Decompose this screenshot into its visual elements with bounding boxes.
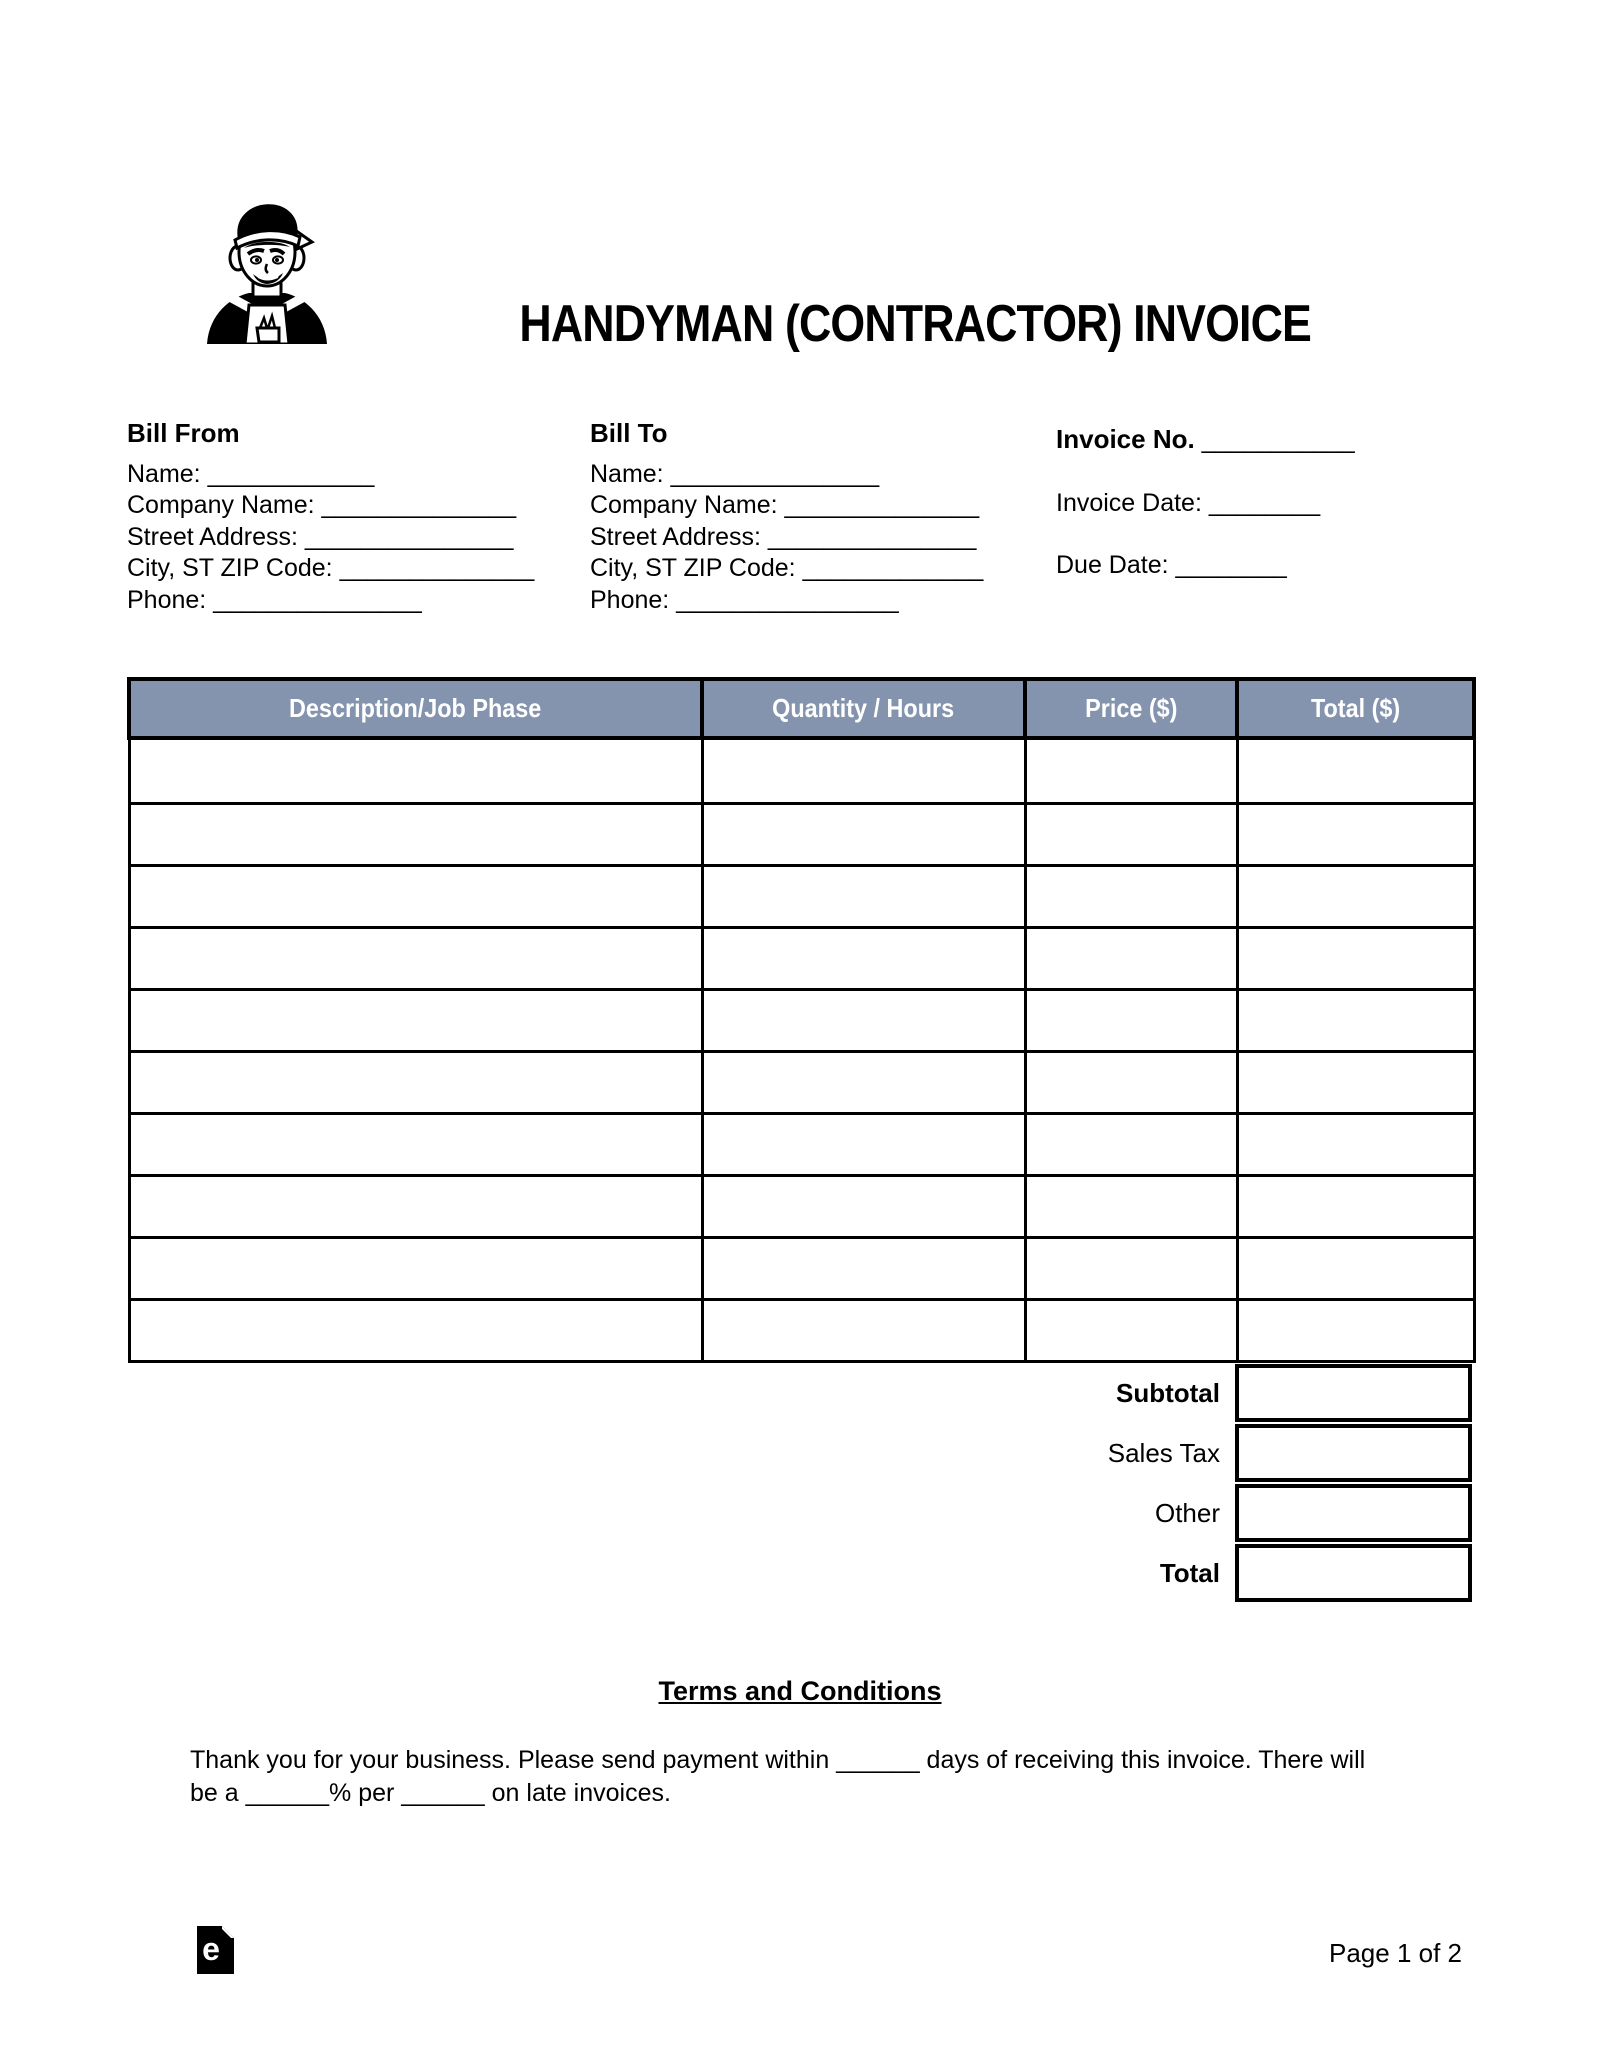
price-cell[interactable] — [1025, 866, 1237, 928]
table-row — [129, 1114, 1474, 1176]
price-cell[interactable] — [1025, 1238, 1237, 1300]
description-cell[interactable] — [129, 804, 702, 866]
table-row — [129, 990, 1474, 1052]
quantity-cell[interactable] — [702, 738, 1025, 804]
quantity-cell[interactable] — [702, 804, 1025, 866]
bill-to-street-field[interactable]: Street Address: _______________ — [590, 522, 977, 551]
bill-from-heading: Bill From — [127, 418, 240, 448]
quantity-cell[interactable] — [702, 1052, 1025, 1114]
other-row — [127, 1483, 1472, 1543]
bill-from-city-field[interactable]: City, ST ZIP Code: ______________ — [127, 554, 535, 582]
other-box[interactable] — [1235, 1484, 1472, 1542]
quantity-cell[interactable] — [702, 1300, 1025, 1362]
invoice-date-field[interactable] — [1056, 489, 1320, 518]
subtotal-label: Subtotal — [1116, 1377, 1220, 1408]
quantity-cell[interactable] — [702, 928, 1025, 990]
total-cell[interactable] — [1237, 1238, 1474, 1300]
bill-from-section — [127, 418, 534, 616]
description-cell[interactable] — [129, 738, 702, 804]
due-date-label: Due Date: — [1056, 551, 1169, 579]
price-cell[interactable] — [1025, 928, 1237, 990]
table-row — [129, 738, 1474, 804]
total-cell[interactable] — [1237, 804, 1474, 866]
description-cell[interactable] — [129, 1176, 702, 1238]
description-cell[interactable] — [129, 866, 702, 928]
table-row — [129, 804, 1474, 866]
sales-tax-box[interactable] — [1235, 1424, 1472, 1482]
quantity-cell[interactable] — [702, 1238, 1025, 1300]
description-cell[interactable] — [129, 990, 702, 1052]
table-row — [129, 1176, 1474, 1238]
price-cell[interactable] — [1025, 1052, 1237, 1114]
bill-to-city-field[interactable]: City, ST ZIP Code: _____________ — [590, 554, 984, 582]
price-cell[interactable] — [1025, 990, 1237, 1052]
header-quantity: Quantity / Hours — [702, 679, 1025, 738]
summary-section — [127, 1363, 1472, 1603]
header-description: Description/Job Phase — [129, 679, 702, 738]
total-cell[interactable] — [1237, 866, 1474, 928]
bill-to-heading: Bill To — [590, 418, 668, 448]
eforms-document-icon — [197, 1926, 234, 1974]
invoice-number-blank[interactable]: ___________ — [1201, 426, 1355, 454]
total-cell[interactable] — [1237, 1052, 1474, 1114]
terms-heading: Terms and Conditions — [658, 1676, 942, 1706]
header-price: Price ($) — [1025, 679, 1237, 738]
quantity-cell[interactable] — [702, 866, 1025, 928]
terms-paragraph: Thank you for your business. Please send payment within ______ days of receiving this invoice. There will be a ______% per ______ on late invoices. — [190, 1746, 1366, 1807]
table-header-row — [129, 679, 1474, 738]
subtotal-box[interactable] — [1235, 1364, 1472, 1422]
price-cell[interactable] — [1025, 1300, 1237, 1362]
sales-tax-row — [127, 1423, 1472, 1483]
bill-to-name-field[interactable]: Name: _______________ — [590, 459, 880, 488]
price-cell[interactable] — [1025, 1176, 1237, 1238]
bill-from-name-field[interactable]: Name: ____________ — [127, 459, 375, 488]
invoice-date-blank[interactable]: ________ — [1208, 489, 1321, 517]
total-cell[interactable] — [1237, 1176, 1474, 1238]
table-row — [129, 1052, 1474, 1114]
total-cell[interactable] — [1237, 738, 1474, 804]
bill-to-company-field[interactable]: Company Name: ______________ — [590, 491, 980, 519]
description-cell[interactable] — [129, 1300, 702, 1362]
subtotal-row — [127, 1363, 1472, 1423]
page-title: HANDYMAN (CONTRACTOR) INVOICE — [519, 295, 1311, 353]
total-cell[interactable] — [1237, 1114, 1474, 1176]
page-number: Page 1 of 2 — [1329, 1938, 1462, 1968]
sales-tax-label: Sales Tax — [1107, 1437, 1220, 1468]
description-cell[interactable] — [129, 1114, 702, 1176]
bill-to-phone-field[interactable]: Phone: ________________ — [590, 585, 899, 614]
quantity-cell[interactable] — [702, 1176, 1025, 1238]
bill-to-section — [590, 418, 983, 616]
total-cell[interactable] — [1237, 928, 1474, 990]
total-cell[interactable] — [1237, 1300, 1474, 1362]
due-date-field[interactable] — [1056, 551, 1287, 580]
invoice-date-label: Invoice Date: — [1056, 489, 1202, 517]
description-cell[interactable] — [129, 1238, 702, 1300]
table-row — [129, 928, 1474, 990]
bill-from-company-field[interactable]: Company Name: ______________ — [127, 491, 517, 519]
bill-from-phone-field[interactable]: Phone: _______________ — [127, 585, 422, 614]
line-items-table — [127, 677, 1476, 1363]
price-cell[interactable] — [1025, 1114, 1237, 1176]
header-total: Total ($) — [1237, 679, 1474, 738]
handyman-mascot-logo — [204, 186, 330, 344]
total-box[interactable] — [1235, 1544, 1472, 1602]
total-cell[interactable] — [1237, 990, 1474, 1052]
due-date-blank[interactable]: ________ — [1175, 551, 1287, 579]
table-row — [129, 1238, 1474, 1300]
total-label: Total — [1159, 1557, 1220, 1588]
invoice-number-label: Invoice No. — [1056, 424, 1195, 454]
table-row — [129, 1300, 1474, 1362]
bill-from-street-field[interactable]: Street Address: _______________ — [127, 522, 514, 551]
invoice-number-field[interactable] — [1056, 424, 1355, 455]
quantity-cell[interactable] — [702, 990, 1025, 1052]
price-cell[interactable] — [1025, 804, 1237, 866]
description-cell[interactable] — [129, 1052, 702, 1114]
table-row — [129, 866, 1474, 928]
other-label: Other — [1154, 1497, 1220, 1528]
description-cell[interactable] — [129, 928, 702, 990]
price-cell[interactable] — [1025, 738, 1237, 804]
svg-text:e: e — [202, 1931, 220, 1967]
quantity-cell[interactable] — [702, 1114, 1025, 1176]
total-row — [127, 1543, 1472, 1603]
